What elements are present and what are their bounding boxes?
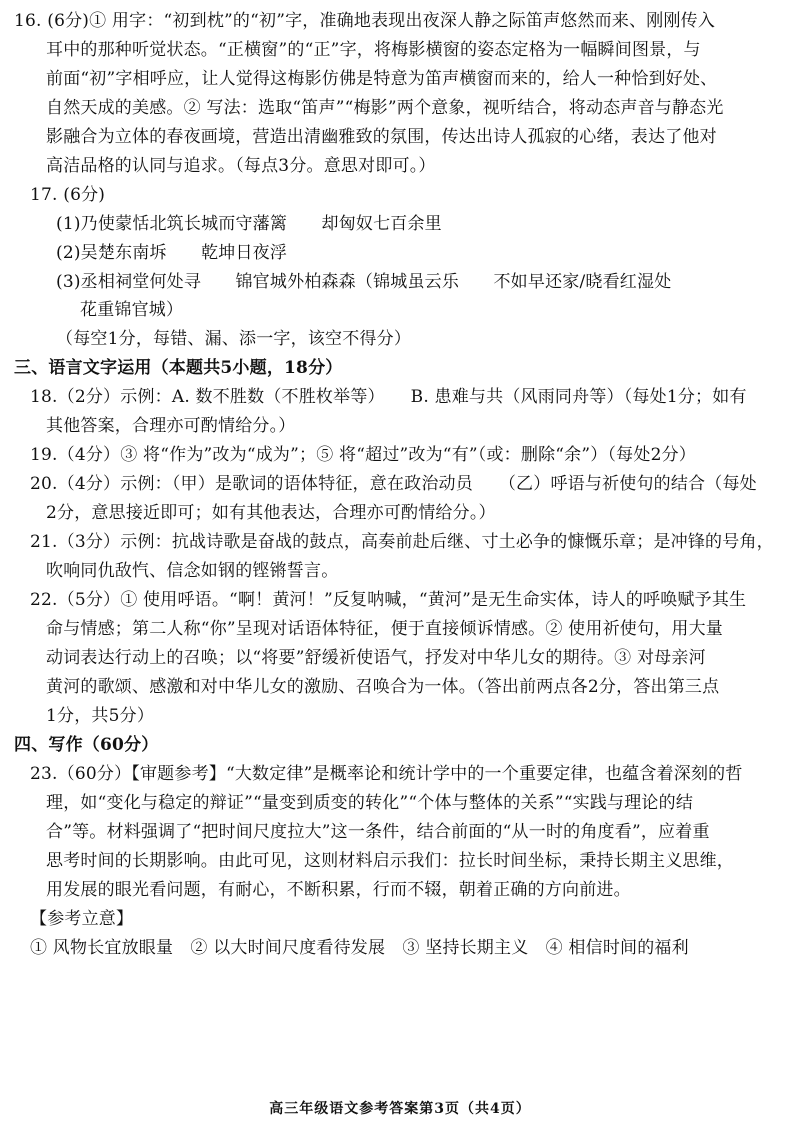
q16-line-6: 高洁品格的认同与追求。（每点3分。意思对即可。） xyxy=(46,156,436,176)
q22-line-3: 动词表达行动上的召唤；以“将要”舒缓祈使语气，抒发对中华儿女的期待。③ 对母亲河 xyxy=(46,648,706,668)
q23-line-3: 合”等。材料强调了“把时间尺度拉大”这一条件，结合前面的“从一时的角度看”，应着重 xyxy=(46,822,710,842)
q23-line-4: 思考时间的长期影响。由此可见，这则材料启示我们：拉长时间坐标，秉持长期主义思维， xyxy=(46,851,734,871)
reference-theme-title: 【参考立意】 xyxy=(30,909,134,929)
q22-line-4: 黄河的歌颂、感激和对中华儿女的激励、召唤合为一体。（答出前两点各2分，答出第三点 xyxy=(46,677,720,697)
q16-line-3: 前面“初”字相呼应，让人觉得这梅影仿佛是特意为笛声横窗而来的，给人一种恰到好处、 xyxy=(46,69,718,89)
q23-line-2: 理，如“变化与稳定的辩证”“量变到质变的转化”“个体与整体的关系”“实践与理论的结 xyxy=(46,793,694,813)
q20-line-2: 2分，意思接近即可；如有其他表达，合理亦可酌情给分。） xyxy=(46,503,496,523)
q16-line-5: 影融合为立体的春夜画境，营造出清幽雅致的氛围，传达出诗人孤寂的心绪，表达了他对 xyxy=(46,127,717,147)
q22-line-2: 命与情感；第二人称“你”呈现对话语体特征，便于直接倾诉情感。② 使用祈使句，用大量 xyxy=(46,619,723,639)
q18-line-1: 18.（2分）示例：A. 数不胜数（不胜枚举等） B. 患难与共（风雨同舟等）（每处1分；如有 xyxy=(30,387,747,407)
section-4-title: 四、写作（60分） xyxy=(14,735,159,755)
q17-item-3-cont: 花重锦官城） xyxy=(80,300,184,320)
q17-item-1: (1)乃使蒙恬北筑长城而守藩篱 却匈奴七百余里 xyxy=(56,214,442,234)
q18-line-2: 其他答案，合理亦可酌情给分。） xyxy=(46,416,296,436)
q23-line-1: 23.（60分）【审题参考】“大数定律”是概率论和统计学中的一个重要定律，也蕴含着深刻的哲 xyxy=(30,764,743,784)
page-footer: 高三年级语文参考答案第3页（共4页） xyxy=(269,1101,531,1117)
q22-line-1: 22.（5分）① 使用呼语。“啊！黄河！”反复呐喊，“黄河”是无生命实体，诗人的呼唤赋予其生 xyxy=(30,590,747,610)
reference-theme-items: ① 风物长宜放眼量 ② 以大时间尺度看待发展 ③ 坚持长期主义 ④ 相信时间的福利 xyxy=(30,938,689,958)
q22-line-5: 1分，共5分） xyxy=(46,706,155,726)
q20-line-1: 20.（4分）示例：（甲）是歌词的语体特征，意在政治动员 （乙）呼语与祈使句的结合（每处 xyxy=(30,474,757,494)
q21-line-1: 21.（3分）示例：抗战诗歌是奋战的鼓点，高奏前赴后继、寸土必争的慷慨乐章；是冲锋的号角， xyxy=(30,532,774,552)
section-3-title: 三、语言文字运用（本题共5小题，18分） xyxy=(14,358,343,378)
q23-line-5: 用发展的眼光看问题，有耐心，不断积累，行而不辍，朝着正确的方向前进。 xyxy=(46,880,631,900)
q21-line-2: 吹响同仇敌忾、信念如钢的铿锵誓言。 xyxy=(46,561,339,581)
q19-line: 19.（4分）③ 将“作为”改为“成为”；⑤ 将“超过”改为“有”（或：删除“余”）（每处2分） xyxy=(30,445,696,465)
q17-note: （每空1分，每错、漏、添一字，该空不得分） xyxy=(56,329,412,349)
q16-line-1: 16. (6分)① 用字：“初到枕”的“初”字，准确地表现出夜深人静之际笛声悠然而来、刚刚传入 xyxy=(14,11,716,31)
q17-header: 17. (6分) xyxy=(30,185,106,205)
q16-line-2: 耳中的那种听觉状态。“正横窗”的“正”字，将梅影横窗的姿态定格为一幅瞬间图景，与 xyxy=(46,40,701,60)
q16-line-4: 自然天成的美感。② 写法：选取“笛声”“梅影”两个意象，视听结合，将动态声音与静态光 xyxy=(46,98,724,118)
q17-item-2: (2)吴楚东南坼 乾坤日夜浮 xyxy=(56,243,288,263)
q17-item-3: (3)丞相祠堂何处寻 锦官城外柏森森（锦城虽云乐 不如早还家/晓看红湿处 xyxy=(56,272,672,292)
